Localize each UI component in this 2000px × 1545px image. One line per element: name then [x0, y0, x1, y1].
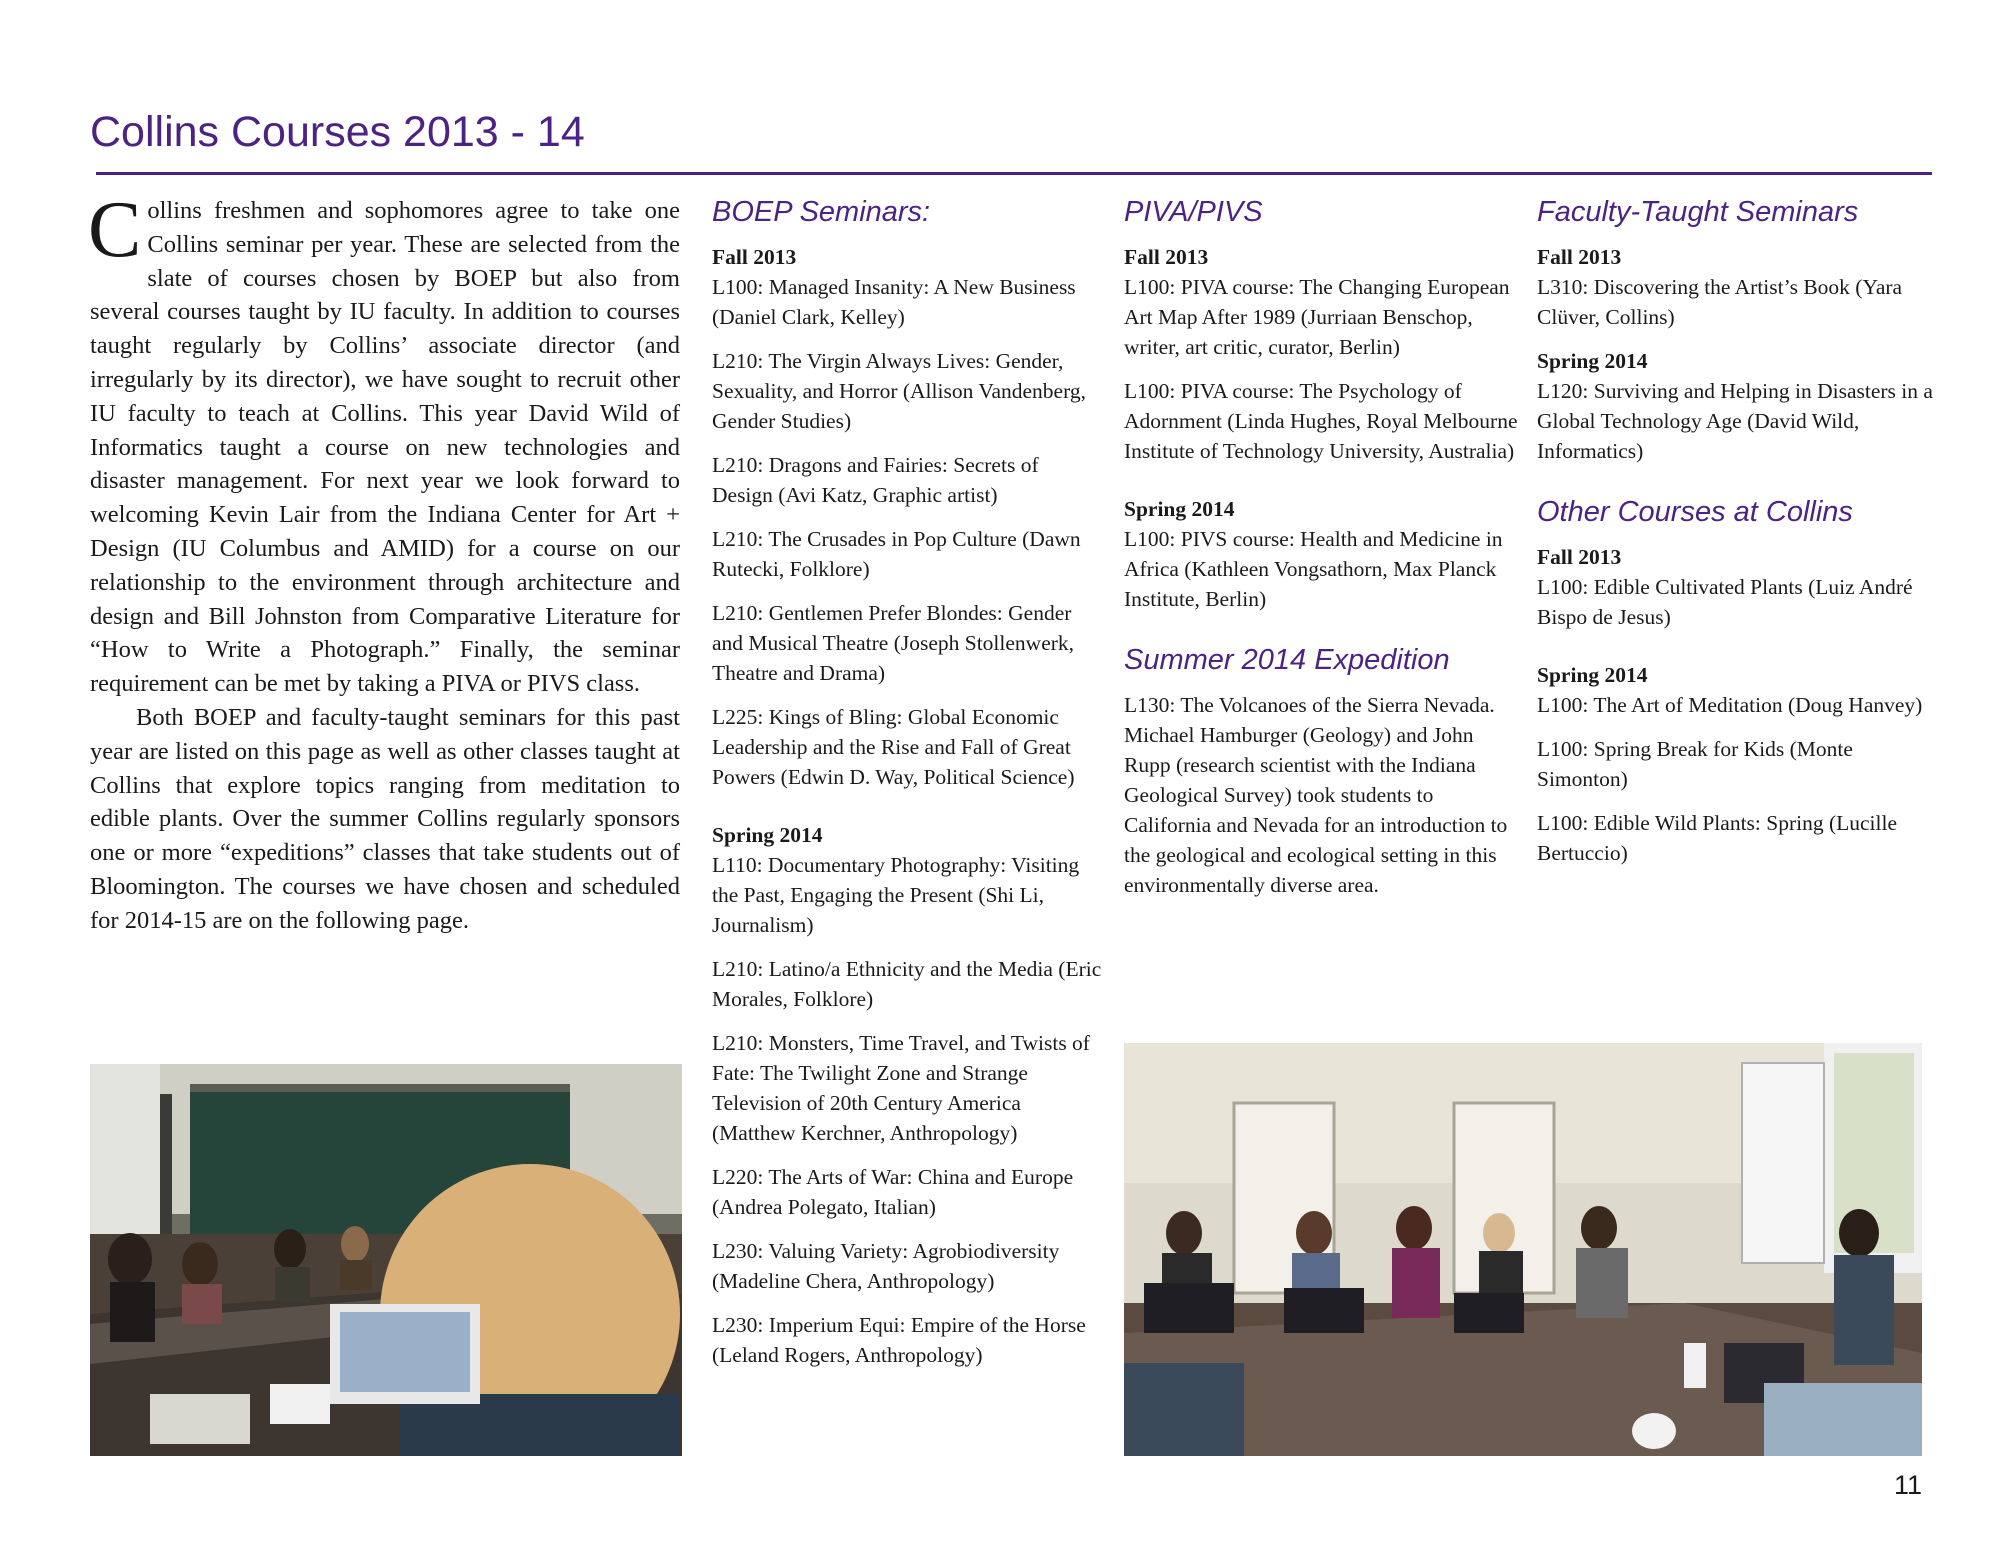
boep-spring-course-1: L110: Documentary Photography: Visiting the Past, Engaging the Present (Shi Li, Journalism): [712, 853, 1080, 937]
other-heading: Other Courses at Collins: [1537, 496, 1853, 528]
faculty-fall-course-1: L310: Discovering the Artist’s Book (Yara Clüver, Collins): [1537, 275, 1903, 329]
piva-spring-label: Spring 2014: [1124, 497, 1235, 521]
intro-paragraph-1: [88, 186, 680, 701]
summer-course: L130: The Volcanoes of the Sierra Nevada. Michael Hamburger (Geology) and John Rupp (research scientist with the Indiana Geological Survey) took students to California and Nevada for an introduction to the geological and ecological setting in this environmentally diverse area.: [1124, 693, 1508, 897]
boep-fall-label: Fall 2013: [712, 245, 797, 269]
title-rule: [96, 172, 1932, 175]
page-title: Collins Courses 2013 - 14: [90, 108, 585, 156]
boep-spring-course-6: L230: Imperium Equi: Empire of the Horse (Leland Rogers, Anthropology): [712, 1313, 1086, 1367]
boep-fall-course-6: L225: Kings of Bling: Global Economic Leadership and the Rise and Fall of Great Powers (Edwin D. Way, Political Science): [712, 705, 1075, 789]
intro-column: [88, 186, 680, 938]
faculty-heading: Faculty-Taught Seminars: [1537, 196, 1859, 228]
classroom-photo-left: [90, 1064, 682, 1456]
boep-spring-course-5: L230: Valuing Variety: Agrobiodiversity (Madeline Chera, Anthropology): [712, 1239, 1060, 1293]
piva-fall-course-1: L100: PIVA course: The Changing European Art Map After 1989 (Jurriaan Benschop, writer, art critic, curator, Berlin): [1124, 275, 1510, 359]
boep-fall-course-1: L100: Managed Insanity: A New Business (Daniel Clark, Kelley): [712, 275, 1076, 329]
boep-spring-course-3: L210: Monsters, Time Travel, and Twists of Fate: The Twilight Zone and Strange Television of 20th Century America (Matthew Kerchner, Anthropology): [712, 1031, 1090, 1145]
faculty-spring-course-1: L120: Surviving and Helping in Disasters in a Global Technology Age (David Wild, Informatics): [1537, 379, 1933, 463]
boep-heading: BOEP Seminars:: [712, 196, 931, 228]
other-spring-course-1: L100: The Art of Meditation (Doug Hanvey): [1537, 693, 1923, 717]
piva-fall-label: Fall 2013: [1124, 245, 1209, 269]
faculty-spring-label: Spring 2014: [1537, 349, 1648, 373]
boep-spring-course-2: L210: Latino/a Ethnicity and the Media (Eric Morales, Folklore): [712, 957, 1102, 1011]
other-spring-course-3: L100: Edible Wild Plants: Spring (Lucille Bertuccio): [1537, 811, 1898, 865]
other-spring-course-2: L100: Spring Break for Kids (Monte Simonton): [1537, 737, 1853, 791]
faculty-fall-label: Fall 2013: [1537, 245, 1622, 269]
page-number: 11: [1893, 1470, 1922, 1500]
piva-spring-course-1: L100: PIVS course: Health and Medicine in Africa (Kathleen Vongsathorn, Max Planck Institute, Berlin): [1124, 527, 1503, 611]
other-fall-course-1: L100: Edible Cultivated Plants (Luiz André Bispo de Jesus): [1537, 575, 1913, 629]
boep-fall-course-2: L210: The Virgin Always Lives: Gender, Sexuality, and Horror (Allison Vandenberg, Gender Studies): [712, 349, 1086, 433]
intro-paragraph-2: Both BOEP and faculty-taught seminars for this past year are listed on this page as well as other classes taught at Collins that explore topics ranging from meditation to edible plants. Over the summer Collins regularly sponsors one or more “expeditions” classes that take students out of Bloomington. The courses we have chosen and scheduled for 2014-15 are on the following page.: [90, 703, 680, 934]
boep-column: [712, 194, 1102, 1384]
piva-column: [1124, 194, 1519, 914]
boep-spring-course-4: L220: The Arts of War: China and Europe (Andrea Polegato, Italian): [712, 1165, 1074, 1219]
piva-heading: PIVA/PIVS: [1124, 196, 1263, 228]
boep-fall-course-4: L210: The Crusades in Pop Culture (Dawn Rutecki, Folklore): [712, 527, 1081, 581]
boep-fall-course-5: L210: Gentlemen Prefer Blondes: Gender and Musical Theatre (Joseph Stollenwerk, Theatre and Drama): [712, 601, 1075, 685]
summer-heading: Summer 2014 Expedition: [1124, 644, 1450, 676]
classroom-photo-right: [1124, 1043, 1922, 1456]
piva-fall-course-2: L100: PIVA course: The Psychology of Adornment (Linda Hughes, Royal Melbourne Institute of Technology University, Australia): [1124, 379, 1518, 463]
other-fall-label: Fall 2013: [1537, 545, 1622, 569]
boep-fall-course-3: L210: Dragons and Fairies: Secrets of Design (Avi Katz, Graphic artist): [712, 453, 1039, 507]
boep-spring-label: Spring 2014: [712, 823, 823, 847]
intro-paragraph-1-text: ollins freshmen and sophomores agree to take one Collins seminar per year. These are selected from the slate of courses chosen by BOEP but also from several courses taught by IU faculty. In addition to courses taught regularly by Collins’ associate director (and irregularly by its director), we have sought to recruit other IU faculty to teach at Collins. This year David Wild of Informatics taught a course on new technologies and disaster management. For next year we look forward to welcoming Kevin Lair from the Indiana Center for Art + Design (IU Columbus and AMID) for a course on our relationship to the environment through architecture and design and Bill Johnston from Comparative Literature for “How to Write a Photograph.” Finally, the seminar requirement can be met by taking a PIVA or PIVS class.: [90, 197, 680, 698]
faculty-column: [1537, 194, 1937, 882]
other-spring-label: Spring 2014: [1537, 663, 1648, 687]
drop-cap: C: [88, 186, 142, 274]
